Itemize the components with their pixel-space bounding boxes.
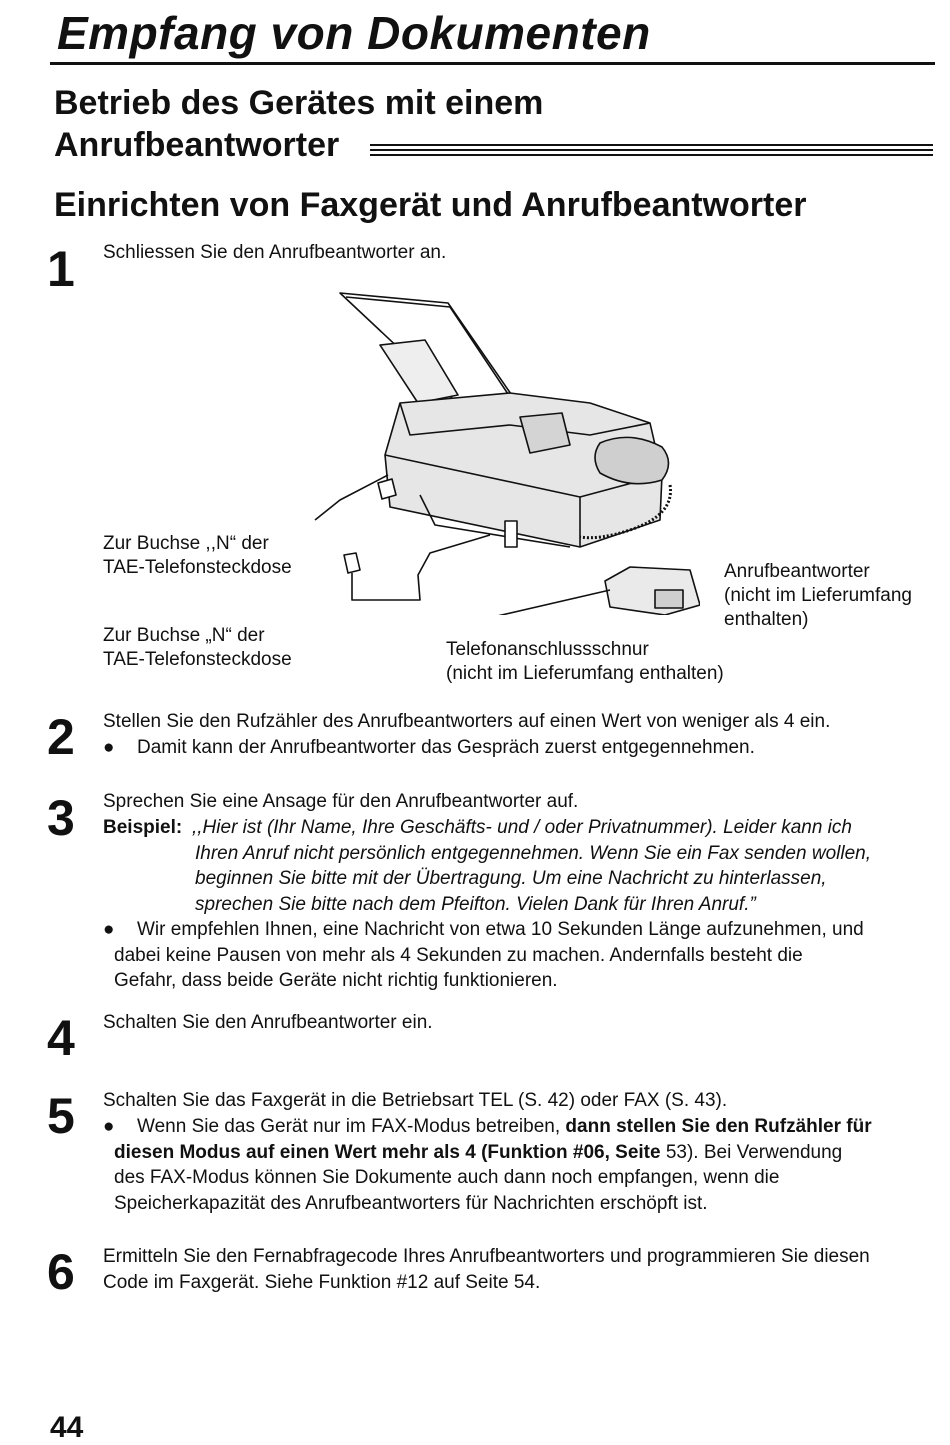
step-number-3: 3 <box>47 790 75 846</box>
chapter-rule <box>50 62 935 65</box>
bullet-text-bold: dann stellen Sie den Rufzähler für <box>565 1116 872 1137</box>
label-jack-2-line1: Zur Buchse „N“ der <box>103 625 265 646</box>
bullet-text: 53). Bei Verwendung <box>660 1141 843 1163</box>
bullet-line <box>103 1114 872 1140</box>
bullet-line: dabei keine Pausen von mehr als 4 Sekunden zu machen. Andernfalls besteht die <box>114 944 803 966</box>
bullet-icon: ● <box>103 919 115 940</box>
step-3-text: Sprechen Sie eine Ansage für den Anrufbeantworter auf. <box>103 791 579 812</box>
subsection-title: Einrichten von Faxgerät und Anrufbeantworter <box>54 186 807 224</box>
label-jack-2-line2: TAE-Telefonsteckdose <box>103 649 292 670</box>
label-cord-line2: (nicht im Lieferumfang enthalten) <box>446 663 724 684</box>
label-cord-line1: Telefonanschlussschnur <box>446 639 649 660</box>
label-jack-2 <box>103 624 292 672</box>
cord-to-jack-1 <box>352 535 490 600</box>
page-number: 44 <box>50 1411 84 1444</box>
label-jack-1-line1: Zur Buchse ,,N“ der <box>103 533 269 554</box>
step-2-bullet-text: Damit kann der Anrufbeantworter das Gespräch zuerst entgegennehmen. <box>137 737 755 758</box>
step-2-bullet <box>103 735 755 761</box>
label-jack-1-line2: TAE-Telefonsteckdose <box>103 557 292 578</box>
step-number-5: 5 <box>47 1088 75 1144</box>
label-telephone-cord <box>446 638 724 686</box>
example-label: Beispiel: <box>103 817 183 838</box>
step-number-4: 4 <box>47 1010 75 1066</box>
answering-machine <box>605 567 700 615</box>
step-6-line: Ermitteln Sie den Fernabfragecode Ihres Anrufbeantworters und programmieren Sie diesen <box>103 1246 870 1267</box>
example-line: Ihren Anruf nicht persönlich entgegennehmen. Wenn Sie ein Fax senden wollen, <box>195 842 871 864</box>
label-tam-line1: Anrufbeantworter <box>724 561 870 582</box>
bullet-line: Wir empfehlen Ihnen, eine Nachricht von etwa 10 Sekunden Länge aufzunehmen, und <box>137 919 864 940</box>
bullet-text: Wenn Sie das Gerät nur im FAX-Modus betreiben, <box>137 1116 566 1137</box>
bullet-text-bold: diesen Modus auf einen Wert mehr als 4 (Funktion #06, Seite <box>114 1141 661 1163</box>
bullet-line: Gefahr, dass beide Geräte nicht richtig funktionieren. <box>114 970 558 991</box>
bullet-line: Speicherkapazität des Anrufbeantworters für Nachrichten erschöpft ist. <box>114 1192 708 1214</box>
step-6-line: Code im Faxgerät. Siehe Funktion #12 auf Seite 54. <box>103 1271 541 1293</box>
step-1-text: Schliessen Sie den Anrufbeantworter an. <box>103 242 447 263</box>
chapter-title: Empfang von Dokumenten <box>57 7 651 59</box>
example-line: beginnen Sie bitte mit der Übertragung. Um eine Nachricht zu hinterlassen, <box>195 868 827 889</box>
step-number-6: 6 <box>47 1244 75 1300</box>
step-5-text: Schalten Sie das Faxgerät in die Betriebsart TEL (S. 42) oder FAX (S. 43). <box>103 1090 728 1111</box>
section-title-line2: Anrufbeantworter <box>54 126 340 164</box>
step-2-text: Stellen Sie den Rufzähler des Anrufbeantworters auf einen Wert von weniger als 4 ein. <box>103 711 831 732</box>
section-title-line1: Betrieb des Gerätes mit einem <box>54 84 544 122</box>
fax-connection-diagram <box>300 285 700 615</box>
fax-machine <box>385 393 669 547</box>
step-3-bullet <box>103 917 864 994</box>
step-number-2: 2 <box>47 709 75 765</box>
label-tam-line3: enthalten) <box>724 609 809 630</box>
cord-to-jack-2 <box>368 590 610 615</box>
example-text <box>192 815 871 917</box>
step-6-text <box>103 1244 870 1295</box>
bullet-line: des FAX-Modus können Sie Dokumente auch dann noch empfangen, wenn die <box>114 1167 780 1188</box>
example-line: ,,Hier ist (Ihr Name, Ihre Geschäfts- und / oder Privatnummer). Leider kann ich <box>192 817 852 838</box>
bullet-icon: ● <box>103 1116 115 1137</box>
label-tam-line2: (nicht im Lieferumfang <box>724 585 912 606</box>
bullet-icon: ● <box>103 737 115 758</box>
step-number-1: 1 <box>47 241 75 297</box>
step-5-bullet <box>103 1114 872 1216</box>
cord-to-jack-top <box>315 475 388 520</box>
example-line: sprechen Sie bitte nach dem Pfeifton. Vielen Dank für Ihren Anruf.” <box>195 893 756 915</box>
label-answering-machine <box>724 560 912 632</box>
label-jack-1 <box>103 532 292 580</box>
step-4-text: Schalten Sie den Anrufbeantworter ein. <box>103 1012 433 1033</box>
bullet-line <box>103 1140 872 1166</box>
section-rule <box>370 144 933 159</box>
